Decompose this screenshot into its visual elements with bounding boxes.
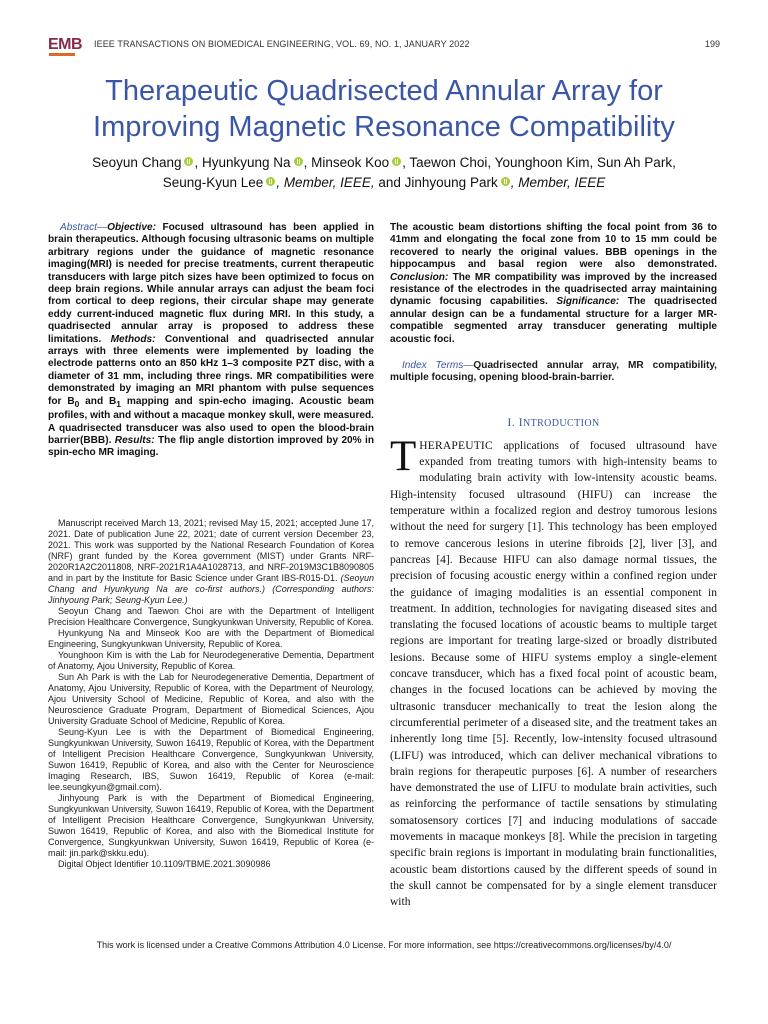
author-conjunction: and — [374, 175, 405, 190]
logo-underline — [49, 53, 75, 56]
member-note: , Member, IEEE, — [276, 175, 375, 190]
footnote-affiliation: Seung-Kyun Lee is with the Department of Biomedical Engineering, Sungkyunkwan University, Suwon 16419, Republic of Korea, with the Department of Intelligent Precision Healthcare Convergence, Sungkyunkwan University, Suwon 16419, Republic of Korea, and also with the Center for Neuroscience Imaging Research, IBS, Suwon 16419, Republic of Korea (e-mail: lee.seungkyun@gmail.com). — [48, 727, 374, 792]
footnotes — [48, 518, 374, 870]
author-name: Seung-Kyun Lee — [162, 175, 264, 190]
license-notice: This work is licensed under a Creative Commons Attribution 4.0 License. For more information, see https://creativecommons.org/licenses/by/4.0/ — [96, 940, 672, 950]
orcid-icon[interactable] — [294, 157, 303, 166]
abstract-significance-label: Significance: — [556, 296, 620, 308]
abstract-results-label: Results: — [114, 434, 155, 446]
orcid-icon[interactable] — [266, 177, 275, 186]
running-header — [48, 36, 720, 58]
orcid-icon[interactable] — [392, 157, 401, 166]
section-initial: I — [518, 414, 523, 429]
right-column — [390, 222, 717, 910]
footnote-affiliation: Seoyun Chang and Taewon Choi are with the Department of Intelligent Precision Healthcare Convergence, Sungkyunkwan University, Republic of Korea. — [48, 606, 374, 627]
abstract-methods-and: and B — [79, 395, 117, 407]
index-terms — [390, 360, 717, 385]
section-title-rest: NTRODUCTION — [522, 417, 600, 429]
author-name: Hyunkyung Na — [202, 155, 291, 170]
section-numeral: I. — [507, 414, 519, 429]
page-number: 199 — [704, 39, 720, 49]
footnote-text: Manuscript received March 13, 2021; revised May 15, 2021; accepted June 17, 2021. Date of publication June 22, 2021; date of current version December 23, 2021. This work was supported by the National Research Foundation of Korea (NRF) grant funded by the Korea government (MIST) under Grants NRF-2020R1A2C2011808, NRF-2021R1A4A1028713, and NRF-2019M3C1B8090805 and in part by the Institute for Basic Science under Grant IBS-R015-D1. — [48, 518, 374, 583]
abstract-methods-text: Conventional and quadrisected annular arrays with three elements were implemented by loading the electrode patterns onto an 850 kHz 1–3 composite PZT disc, with a diameter of 31 mm, including three rings. MR compatibilities were demonstrated by imaging an MRI phantom with pulse sequences for B — [48, 333, 374, 407]
intro-lead-caps: HERAPEUTIC — [419, 439, 493, 452]
abstract-conclusion-text: The MR compatibility was improved by the increased resistance of the electrodes in the quadrisected array maintaining dynamic focusing capabilities. — [390, 271, 717, 308]
footnote-italic: (Seoyun Chang and Hyunkyung Na are co-first authors.) (Corresponding authors: Jinhyoung Park; Seung-Kyun Lee.) — [48, 573, 374, 605]
author-names-rest: , Taewon Choi, Younghoon Kim, Sun Ah Park, — [402, 155, 676, 170]
author-name: Minseok Koo — [311, 155, 390, 170]
abstract-lead: Abstract— — [60, 222, 108, 233]
abstract-objective-text: Focused ultrasound has been applied in brain therapeutics. Although focusing ultrasonic beams on multiple arbitrary regions under the guidance of magnetic resonance imaging(MRI) is needed for precise treatments, current therapeutic transducers with large pitch sizes have been optimized to focus on deep brain regions. While annular arrays can adjust the beam foci from cortical to deep regions, their circular shape may generate eddy current-induced magnetic flux during MRI. In this study, a quadrisected annular array is proposed to address these limitations. — [48, 222, 374, 345]
orcid-icon[interactable] — [501, 177, 510, 186]
abstract-continuation — [390, 222, 717, 346]
logo-text: EMB — [48, 36, 83, 53]
b1-subscript: 1 — [116, 398, 121, 409]
title-line-2: Improving Magnetic Resonance Compatibility — [93, 111, 675, 143]
author-list — [40, 153, 728, 193]
drop-cap: T — [390, 432, 417, 480]
footnote-affiliation: Younghoon Kim is with the Lab for Neurodegenerative Dementia, Department of Anatomy, Ajou University, Republic of Korea. — [48, 650, 374, 671]
abstract-results-text-2: The acoustic beam distortions shifting the focal point from 36 to 41mm and elongating the focal zone from 10 to 15 mm could be recovered to nearly the original values. BBB openings in the hippocampus and basal region were also demonstrated. — [390, 222, 717, 271]
left-column — [48, 222, 374, 460]
footnote-affiliation: Jinhyoung Park is with the Department of Biomedical Engineering, Sungkyunkwan University, Suwon 16419, Republic of Korea, with the Department of Intelligent Precision Healthcare Convergence, Sungkyunkwan University, Suwon 16419, Republic of Korea, and also with the Biomedical Institute for Convergence, Sungkyunkwan University, Suwon 16419, Republic of Korea (e-mail: jin.park@skku.edu). — [48, 793, 374, 858]
index-terms-text: Quadrisected annular array, MR compatibility, multiple focusing, opening blood-brain-barrier. — [390, 360, 717, 384]
introduction-paragraph — [390, 432, 717, 911]
abstract-results-text: The flip angle distortion improved by 20% in spin-echo MR imaging. — [48, 434, 374, 459]
author-line-1: Seoyun Chang , Hyunkyung Na , Minseok Koo , Taewon Choi, Younghoon Kim, Sun Ah Park, — [92, 155, 676, 170]
abstract-methods-label: Methods: — [110, 333, 156, 345]
emb-logo — [48, 36, 82, 54]
author-name: Jinhyoung Park — [404, 175, 498, 190]
footnote-doi: Digital Object Identifier 10.1109/TBME.2021.3090986 — [58, 859, 271, 869]
intro-text: applications of focused ultrasound have expanded from treating tumors with high-intensity beams to modulating brain activity with low-intensity acoustic beams. High-intensity focused ultrasound (HIFU) can increase the temperature within a focalized region and destroy tumorous lesions without the need for surgery [1]. This technology has been employed to remove cancerous lesions in uterine fibroids [2], liver [3], and pancreas [4]. Because HIFU can also damage normal tissues, the precision of focusing acoustic energy within a confined region under the guidance of imaging modalities is an essential component in treatment. In addition, technologies for navigating diseased sites and translating the focused locations of acoustic beams to multiple target regions are important for treating large-sized or broadly distributed lesions. Because some of HIFU systems employ a single-element concave transducer, which has a fixed focal point of acoustic beam, changes in the focused locations can be achieved by moving the ultrasonic transducer mechanically to treat the lesion along the circumferential perimeter of a diseased site, and the treatment takes an inherently long time [5]. Recently, low-intensity focused ultrasound (LIFU) was introduced, which can deliver mechanical vibrations to brain regions for therapeutic purposes [6]. A number of researchers have demonstrated the use of LIFU to modulate brain activities, such as reinforcing the performance of tactile sensations by stimulating somatosensory cortices [7] and inducing modulations of saccade movements in macaque monkeys [8]. While the precision in targeting specific brain regions is important in modulating brain functionalities, acoustic beam distortions caused by the different speeds of sound in the skull cannot be compensated for by a single element transducer with — [390, 439, 717, 909]
member-note: , Member, IEEE — [510, 175, 606, 190]
paper-title — [40, 73, 728, 145]
orcid-icon[interactable] — [184, 157, 193, 166]
b0-subscript: 0 — [74, 398, 80, 409]
footnote-affiliation: Hyunkyung Na and Minseok Koo are with the Department of Biomedical Engineering, Sungkyunkwan University, Republic of Korea. — [48, 628, 374, 649]
abstract-objective-label: Objective: — [107, 222, 156, 233]
journal-name: IEEE TRANSACTIONS ON BIOMEDICAL ENGINEERING, VOL. 69, NO. 1, JANUARY 2022 — [94, 39, 470, 49]
abstract-paragraph — [48, 222, 374, 460]
abstract-methods-text-2: mapping and spin-echo imaging. Acoustic beam profiles, with and without a macaque monkey skull, were measured. A quadrisected transducer was also used to open the blood-brain barrier(BBB). — [48, 395, 374, 446]
title-line-1: Therapeutic Quadrisected Annular Array for — [105, 75, 663, 107]
index-terms-lead: Index Terms— — [402, 360, 474, 372]
section-heading-introduction — [390, 415, 717, 430]
abstract-significance-text: The quadrisected annular design can be a fundamental structure for a larger MR-compatible segmented array transducer generating multiple acoustic foci. — [390, 296, 717, 345]
author-line-2 — [40, 173, 728, 193]
author-name: Seoyun Chang — [92, 155, 182, 170]
footnote-affiliation: Sun Ah Park is with the Lab for Neurodegenerative Dementia, Department of Anatomy, Ajou University, Republic of Korea, with the Department of Neurology, Ajou University School of Medicine, Republic of Korea, and also with the Neuroscience Graduate Program, Department of Biomedical Sciences, Ajou University Graduate School of Medicine, Republic of Korea. — [48, 672, 374, 726]
abstract-conclusion-label: Conclusion: — [390, 271, 449, 283]
footnote-manuscript — [48, 518, 374, 606]
